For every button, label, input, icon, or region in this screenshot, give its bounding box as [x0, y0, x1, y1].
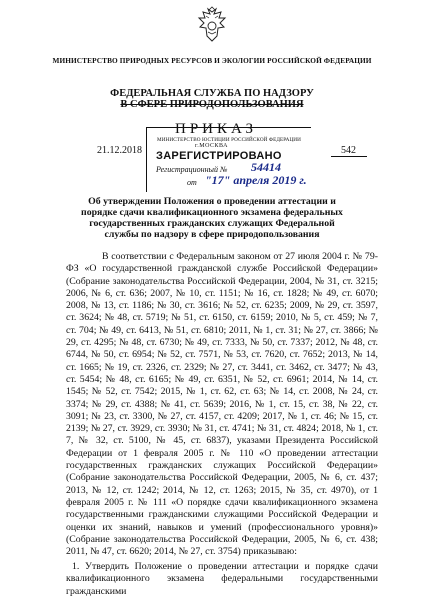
service-name [0, 88, 424, 110]
registration-stamp [146, 127, 311, 192]
stamp-city: г.МОСКВА [195, 143, 228, 149]
service-name-line2: В СФЕРЕ ПРИРОДОПОЛЬЗОВАНИЯ [120, 99, 304, 110]
document-body [66, 251, 378, 558]
stamp-date-value: "17" апреля 2019 г. [205, 173, 307, 187]
stamp-reg-label: Регистрационный № [156, 165, 228, 174]
stamp-reg-number: 54414 [251, 160, 281, 174]
order-number: 542 [341, 145, 356, 156]
coat-of-arms-icon [195, 6, 229, 44]
ministry-name: МИНИСТЕРСТВО ПРИРОДНЫХ РЕСУРСОВ И ЭКОЛОГИИ РОССИЙСКОЙ ФЕДЕРАЦИИ [52, 56, 372, 65]
stamp-registered: ЗАРЕГИСТРИРОВАНО [156, 150, 282, 162]
order-date: 21.12.2018 [97, 145, 142, 156]
number-underline [331, 156, 367, 157]
body-paragraph: В соответствии с Федеральным законом от 27 июля 2004 г. № 79-ФЗ «О государственной гражданской службе Российской Федерации» (Собрание законодательства Российской Федерации, 2004, № 31, ст. 3215; 2006, № 6, ст. 636; 2007, № 10, ст. 1151; № 16, ст. 1828; № 49, ст. 6070; 2008, № 13, ст. 1186; № 30, ст. 3616; № 52, ст. 6235; 2009, № 29, ст. 3597, ст. 3624; № 48, ст. 5719; № 51, ст. 6150, ст. 6159; 2010, № 5, ст. 459; № 7, ст. 704; № 49, ст. 6413, № 51, ст. 6810; 2011, № 1, ст. 31; № 27, ст. 3866; № 29, ст. 4295; № 48, ст. 6730; № 49, ст. 7333, № 50, ст. 7337; 2012, № 48, ст. 6744, № 50, ст. 6954; № 52, ст. 7571, № 53, ст. 7620, ст. 7652; 2013, № 14, ст. 1665; № 19, ст. 2326, ст. 2329; № 27, ст. 3441, ст. 3462, ст. 3477; № 43, ст. 5454; № 48, ст. 6165; № 49, ст. 6351, № 52, ст. 6961; 2014, № 14, ст. 1545; № 52, ст. 7542; 2015, № 1, ст. 62, ст. 63; № 14, ст. 2008, № 24, ст. 3374; № 29, ст. 4388; № 41, ст. 5639; 2016, № 1, ст. 15, ст. 38, № 22, ст. 3091; № 23, ст. 3300, № 27, ст. 4157, ст. 4209; 2017, № 1, ст. 46; № 15, ст. 2139; № 27, ст. 3929, ст. 3930; № 31, ст. 4741; № 31, ст. 4824; 2018, № 1, ст. 7, № 32, ст. 5100, № 45, ст. 6837), указами Президента Российской Федерации от 1 февраля 2005 г. № 110 «О проведении аттестации государственных гражданских служащих Российской Федерации» (Собрание законодательства Российской Федерации, 2005, № 6, ст. 437; 2013, № 12, ст. 1242; 2014, № 12, ст. 1263; 2015, № 35, ст. 4970), от 1 февраля 2005 г. № 111 «О порядке сдачи квалификационного экзамена государственными гражданскими служащими Российской Федерации и оценки их знаний, навыков и умений (профессионального уровня)» (Собрание законодательства Российской Федерации, 2005, № 6, ст. 438; 2011, № 47, ст. 6620; 2014, № 27, ст. 3754) приказываю: [66, 251, 378, 558]
order-item-1 [66, 561, 378, 598]
stamp-date-label: от [187, 178, 197, 187]
item-1-text: 1. Утвердить Положение о проведении аттестации и порядке сдачи квалификационного экзамена федеральными государственными гражданскими [66, 561, 378, 597]
order-title: ПРИКАЗ [175, 121, 257, 137]
service-name-line1: ФЕДЕРАЛЬНАЯ СЛУЖБА ПО НАДЗОРУ [110, 88, 314, 99]
document-title: Об утверждении Положения о проведении аттестации и порядке сдачи квалификационного экзамена федеральных государственных гражданских служащих Федеральной службы по надзору в сфере природопользования [81, 196, 343, 240]
stamp-ministry: МИНИСТЕРСТВО ЮСТИЦИИ РОССИЙСКОЙ ФЕДЕРАЦИИ [157, 137, 302, 143]
